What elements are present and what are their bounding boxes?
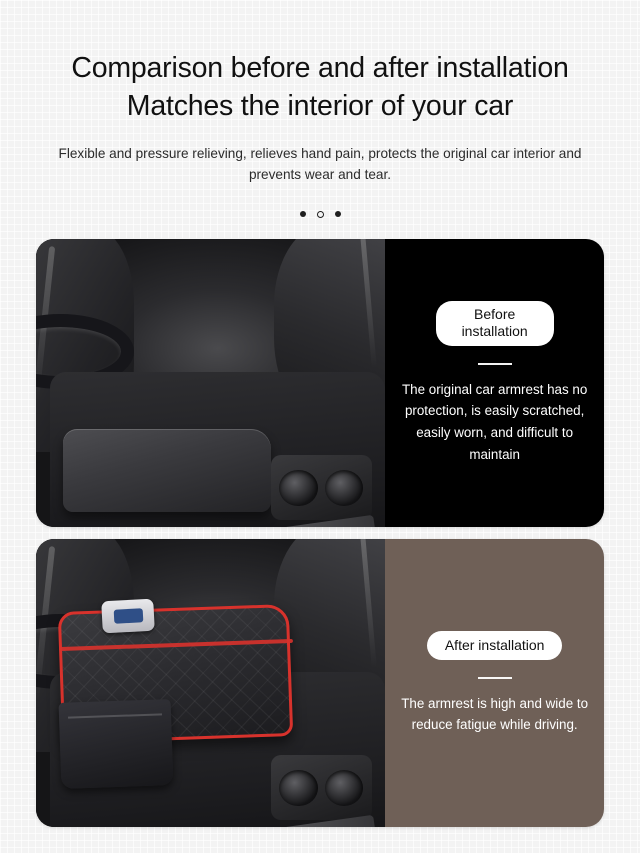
carousel-dot-2[interactable] — [317, 211, 324, 218]
carousel-dot-1[interactable] — [300, 211, 306, 217]
page-title-line-1: Comparison before and after installation — [71, 52, 569, 84]
center-console-shape — [50, 372, 385, 528]
cup-holder-shape-2 — [271, 755, 372, 820]
before-caption-block — [385, 239, 604, 527]
cup-holder-well-4 — [325, 770, 363, 806]
carousel-dots[interactable] — [36, 207, 604, 221]
cup-holder-well-1 — [279, 470, 317, 506]
after-divider — [478, 677, 512, 679]
before-divider — [478, 363, 512, 365]
comparison-panel-before — [36, 239, 604, 527]
original-armrest-shape — [63, 429, 271, 513]
after-photo — [36, 539, 385, 827]
page-title-line-2: Matches the interior of your car — [126, 89, 514, 122]
cup-holder-well-3 — [279, 770, 317, 806]
before-photo — [36, 239, 385, 527]
before-badge-line-2: installation — [461, 323, 528, 340]
after-badge: After installation — [427, 631, 563, 660]
side-storage-pouch-shape — [59, 699, 174, 789]
cup-holder-shape — [271, 455, 372, 520]
usb-port-shape — [102, 598, 156, 632]
page-subtitle: Flexible and pressure relieving, relieves hand pain, protects the original car interior and prevents wear and tear. — [58, 146, 582, 183]
page-title — [36, 0, 604, 125]
before-badge-line-1: Before — [474, 306, 516, 323]
before-badge — [436, 301, 554, 345]
before-description: The original car armrest has no protection, is easily scratched, easily worn, and difficult to maintain — [401, 381, 588, 462]
carousel-dot-3[interactable] — [335, 211, 341, 217]
after-description: The armrest is high and wide to reduce fatigue while driving. — [401, 695, 589, 733]
comparison-panel-after — [36, 539, 604, 827]
cup-holder-well-2 — [325, 470, 363, 506]
after-caption-block — [385, 539, 604, 827]
